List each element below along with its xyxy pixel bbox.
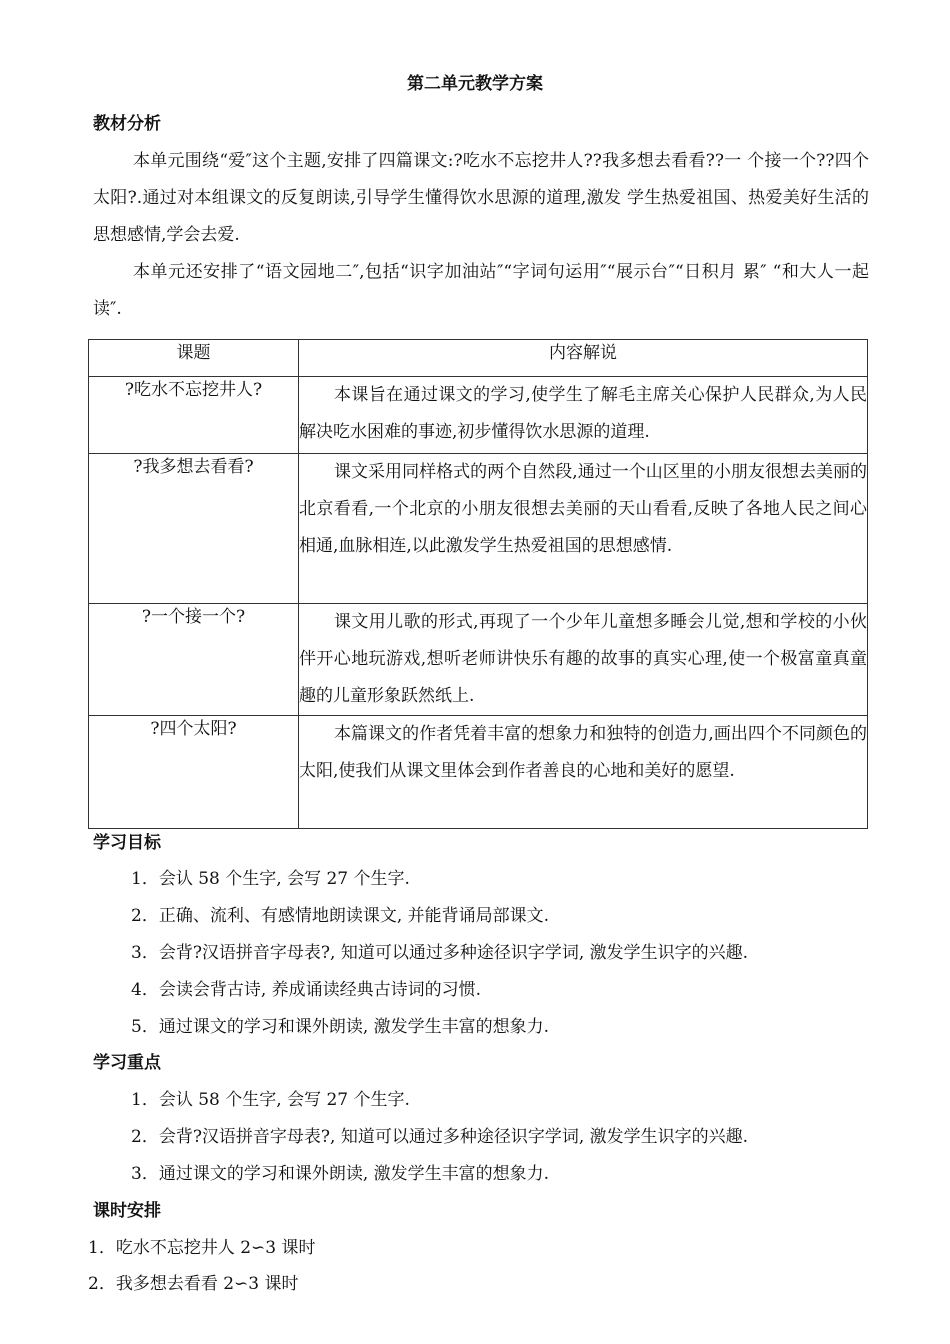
- table-row: [89, 377, 868, 454]
- table-row: [89, 604, 868, 716]
- table-header-row: [89, 340, 868, 377]
- analysis-paragraph-1: 本单元围绕“爱″这个主题,安排了四篇课文:?吃水不忘挖井人??我多想去看看??一 个接一个??四个太阳?.通过对本组课文的反复朗读,引导学生懂得饮水思源的道理,激发 学生热爱祖国、热爱美好生活的思想感情,学会去爱.: [93, 151, 869, 245]
- goal-item: 4．会读会背古诗, 养成诵读经典古诗词的习惯.: [131, 980, 482, 1000]
- goal-item: 1．会认 58 个生字, 会写 27 个生字.: [131, 869, 410, 889]
- lesson-description: 课文采用同样格式的两个自然段,通过一个山区里的小朋友很想去美丽的北京看看,一个北京的小朋友很想去美丽的天山看看,反映了各地人民之间心相通,血脉相连,以此激发学生热爱祖国的思想感情.: [299, 454, 868, 604]
- analysis-paragraph-2: 本单元还安排了“语文园地二″,包括“识字加油站″“字词句运用″“展示台″“日积月 累″ “和大人一起读″.: [93, 262, 869, 319]
- focus-item: 2．会背?汉语拼音字母表?, 知道可以通过多种途径识字学词, 激发学生识字的兴趣.: [131, 1127, 749, 1147]
- lesson-title: ?吃水不忘挖井人?: [89, 377, 299, 454]
- lesson-title: ?四个太阳?: [89, 716, 299, 829]
- goal-item: 5．通过课文的学习和课外朗读, 激发学生丰富的想象力.: [131, 1017, 550, 1037]
- table-header-title: 课题: [89, 340, 299, 377]
- lesson-description: 本课旨在通过课文的学习,使学生了解毛主席关心保护人民群众,为人民解决吃水困难的事迹,初步懂得饮水思源的道理.: [299, 377, 868, 454]
- table-row: [89, 716, 868, 829]
- lesson-description: 课文用儿歌的形式,再现了一个少年儿童想多睡会儿觉,想和学校的小伙伴开心地玩游戏,想听老师讲快乐有趣的故事的真实心理,使一个极富童真童趣的儿童形象跃然纸上.: [299, 604, 868, 716]
- table-header-description: 内容解说: [299, 340, 868, 377]
- lesson-title: ?我多想去看看?: [89, 454, 299, 604]
- section-heading-schedule: 课时安排: [93, 1201, 161, 1221]
- lesson-table: [88, 339, 868, 829]
- lesson-title: ?一个接一个?: [89, 604, 299, 716]
- schedule-item: 1．吃水不忘挖井人 2∽3 课时: [88, 1238, 316, 1258]
- focus-item: 1．会认 58 个生字, 会写 27 个生字.: [131, 1090, 410, 1110]
- section-heading-goals: 学习目标: [93, 833, 161, 853]
- goal-item: 2．正确、流利、有感情地朗读课文, 并能背诵局部课文.: [131, 906, 550, 926]
- focus-item: 3．通过课文的学习和课外朗读, 激发学生丰富的想象力.: [131, 1164, 550, 1184]
- section-heading-focus: 学习重点: [93, 1053, 161, 1073]
- page-title: 第二单元教学方案: [407, 74, 543, 94]
- schedule-item: 2．我多想去看看 2∽3 课时: [88, 1274, 299, 1294]
- table-row: [89, 454, 868, 604]
- section-heading-analysis: 教材分析: [93, 114, 161, 134]
- lesson-description: 本篇课文的作者凭着丰富的想象力和独特的创造力,画出四个不同颜色的太阳,使我们从课文里体会到作者善良的心地和美好的愿望.: [299, 716, 868, 829]
- goal-item: 3．会背?汉语拼音字母表?, 知道可以通过多种途径识字学词, 激发学生识字的兴趣.: [131, 943, 749, 963]
